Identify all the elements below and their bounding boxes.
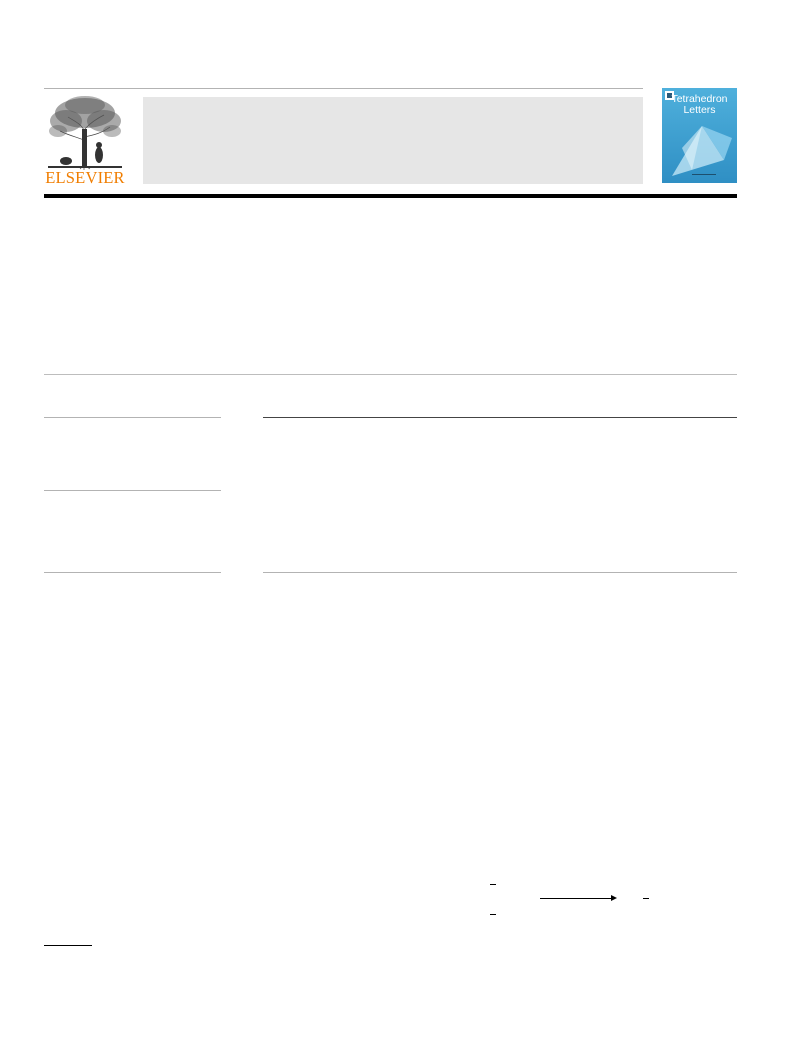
journal-cover-title-line2: Letters [683, 104, 716, 116]
header-thick-rule [44, 194, 737, 198]
scheme-dash-lower [490, 914, 496, 915]
article-info-top-rule [44, 417, 221, 418]
reaction-arrow-icon [540, 898, 612, 899]
publisher-wordmark: ELSEVIER [45, 168, 125, 187]
abstract-top-rule [263, 417, 737, 418]
header-top-rule [44, 88, 643, 89]
footnote-rule [44, 945, 92, 946]
reaction-arrow-head-icon [611, 895, 617, 901]
abstract-bottom-rule [263, 572, 737, 573]
journal-banner [143, 97, 643, 184]
title-block-bottom-rule [44, 374, 737, 375]
journal-cover [662, 88, 737, 183]
journal-cover-title [662, 94, 737, 116]
scheme-dash-product [643, 898, 649, 899]
journal-cover-title-line1: Tetrahedron [671, 93, 728, 105]
article-info-bottom-rule [44, 572, 221, 573]
article-info-mid-rule [44, 490, 221, 491]
scheme-dash-upper [490, 884, 496, 885]
